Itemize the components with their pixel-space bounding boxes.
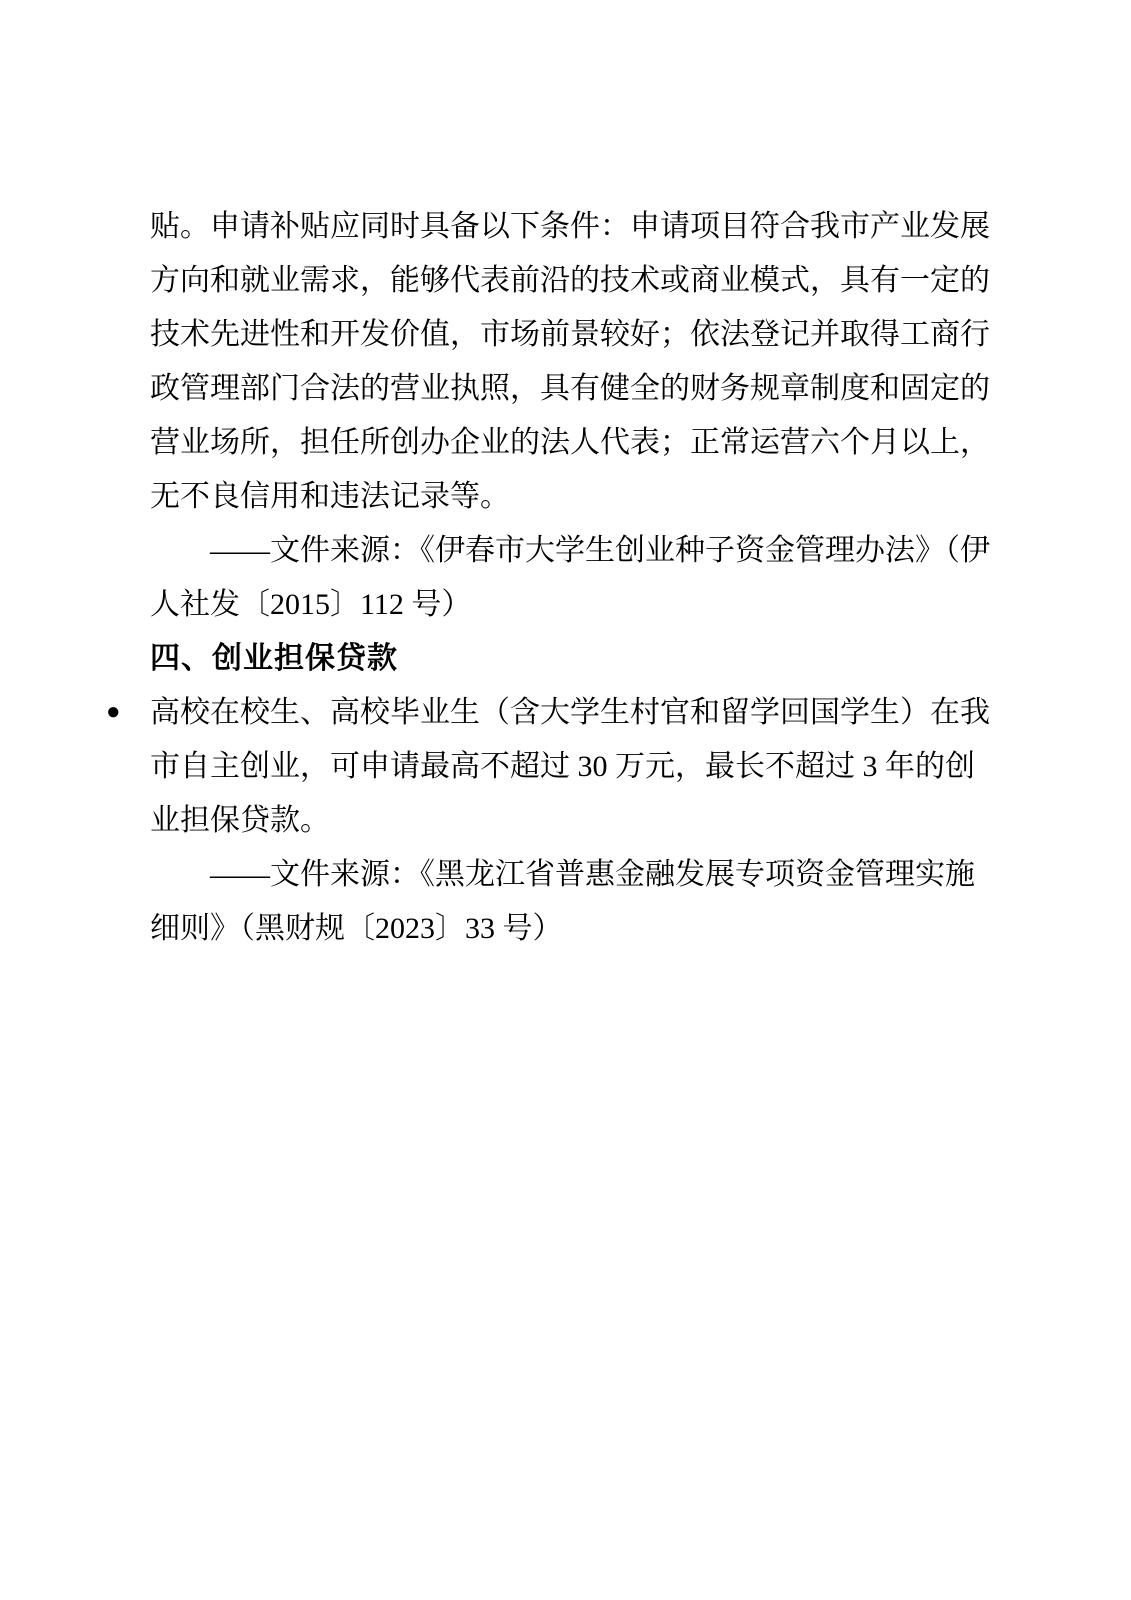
source-citation-line: ——文件来源：《伊春市大学生创业种子资金管理办法》（伊 <box>210 534 990 567</box>
body-text-line: 技术先进性和开发价值，市场前景较好；依法登记并取得工商行 <box>150 318 990 351</box>
bullet-text-line: 市自主创业，可申请最高不超过 30 万元，最长不超过 3 年的创 <box>150 750 975 783</box>
bullet-item-line <box>106 686 1010 740</box>
source-citation-line: ——文件来源：《黑龙江省普惠金融发展专项资金管理实施 <box>210 858 975 891</box>
section-heading: 四、创业担保贷款 <box>150 642 398 675</box>
body-text-line: 贴。申请补贴应同时具备以下条件：申请项目符合我市产业发展 <box>150 210 990 243</box>
bullet-text: 高校在校生、高校毕业生（含大学生村官和留学回国学生）在我 <box>150 696 990 729</box>
document-text-block <box>106 200 1010 956</box>
body-text-line: 无不良信用和违法记录等。 <box>150 480 510 513</box>
body-text-line: 政管理部门合法的营业执照，具有健全的财务规章制度和固定的 <box>150 372 990 405</box>
body-text-line: 方向和就业需求，能够代表前沿的技术或商业模式，具有一定的 <box>150 264 990 297</box>
bullet-text-line: 业担保贷款。 <box>150 804 330 837</box>
body-text-line: 营业场所，担任所创办企业的法人代表；正常运营六个月以上， <box>150 426 990 459</box>
source-citation-line: 人社发〔2015〕112 号） <box>150 588 472 621</box>
bullet-marker: ● <box>106 699 121 725</box>
source-citation-line: 细则》（黑财规〔2023〕33 号） <box>150 912 563 945</box>
